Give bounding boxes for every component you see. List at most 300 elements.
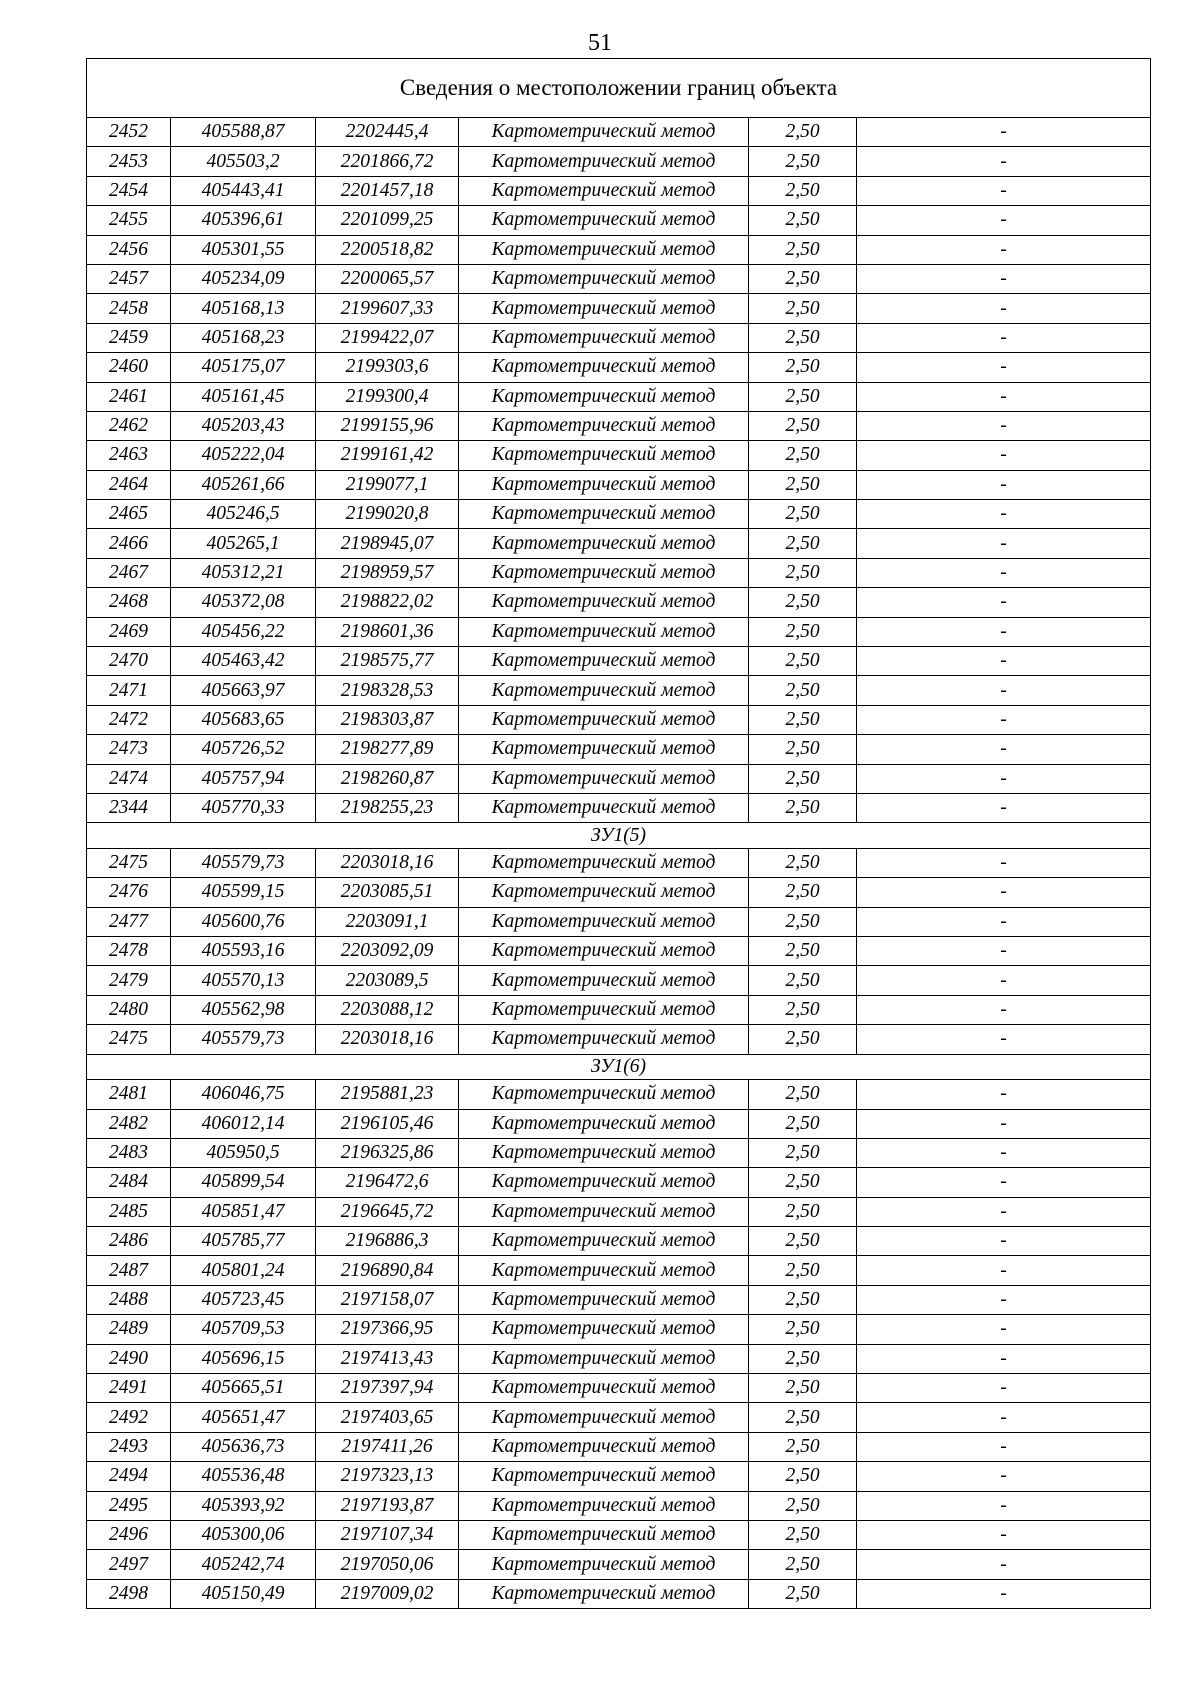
y-coordinate-cell: 2198575,77 <box>316 647 459 676</box>
y-coordinate-cell: 2198328,53 <box>316 676 459 705</box>
table-row <box>87 1579 1151 1608</box>
y-coordinate-cell: 2198822,02 <box>316 588 459 617</box>
description-cell: - <box>857 500 1151 529</box>
x-coordinate-cell: 405301,55 <box>171 235 316 264</box>
accuracy-cell: 2,50 <box>749 1520 857 1549</box>
accuracy-cell: 2,50 <box>749 907 857 936</box>
point-number-cell: 2496 <box>87 1520 171 1549</box>
description-cell: - <box>857 1491 1151 1520</box>
description-cell: - <box>857 907 1151 936</box>
x-coordinate-cell: 405242,74 <box>171 1550 316 1579</box>
method-cell: Картометрический метод <box>459 147 749 176</box>
point-number-cell: 2344 <box>87 793 171 822</box>
table-row <box>87 1432 1151 1461</box>
table-row <box>87 937 1151 966</box>
table-row <box>87 147 1151 176</box>
table-row <box>87 1168 1151 1197</box>
x-coordinate-cell: 405396,61 <box>171 206 316 235</box>
method-cell: Картометрический метод <box>459 411 749 440</box>
accuracy-cell: 2,50 <box>749 1344 857 1373</box>
accuracy-cell: 2,50 <box>749 1550 857 1579</box>
description-cell: - <box>857 1227 1151 1256</box>
x-coordinate-cell: 405599,15 <box>171 878 316 907</box>
point-number-cell: 2470 <box>87 647 171 676</box>
y-coordinate-cell: 2198255,23 <box>316 793 459 822</box>
accuracy-cell: 2,50 <box>749 470 857 499</box>
y-coordinate-cell: 2197403,65 <box>316 1403 459 1432</box>
description-cell: - <box>857 1462 1151 1491</box>
table-row <box>87 1520 1151 1549</box>
section-heading-row <box>87 1054 1151 1080</box>
x-coordinate-cell: 406012,14 <box>171 1109 316 1138</box>
y-coordinate-cell: 2196325,86 <box>316 1138 459 1167</box>
description-cell: - <box>857 647 1151 676</box>
table-row <box>87 206 1151 235</box>
x-coordinate-cell: 405161,45 <box>171 382 316 411</box>
x-coordinate-cell: 405203,43 <box>171 411 316 440</box>
point-number-cell: 2498 <box>87 1579 171 1608</box>
table-row <box>87 647 1151 676</box>
accuracy-cell: 2,50 <box>749 995 857 1024</box>
description-cell: - <box>857 176 1151 205</box>
description-cell: - <box>857 529 1151 558</box>
description-cell: - <box>857 1080 1151 1109</box>
description-cell: - <box>857 1197 1151 1226</box>
accuracy-cell: 2,50 <box>749 1403 857 1432</box>
description-cell: - <box>857 1374 1151 1403</box>
description-cell: - <box>857 1550 1151 1579</box>
accuracy-cell: 2,50 <box>749 147 857 176</box>
x-coordinate-cell: 405636,73 <box>171 1432 316 1461</box>
x-coordinate-cell: 405593,16 <box>171 937 316 966</box>
point-number-cell: 2484 <box>87 1168 171 1197</box>
description-cell: - <box>857 617 1151 646</box>
method-cell: Картометрический метод <box>459 617 749 646</box>
point-number-cell: 2481 <box>87 1080 171 1109</box>
table-row <box>87 907 1151 936</box>
table-row <box>87 1138 1151 1167</box>
accuracy-cell: 2,50 <box>749 206 857 235</box>
accuracy-cell: 2,50 <box>749 500 857 529</box>
y-coordinate-cell: 2203091,1 <box>316 907 459 936</box>
accuracy-cell: 2,50 <box>749 966 857 995</box>
point-number-cell: 2475 <box>87 848 171 877</box>
method-cell: Картометрический метод <box>459 1138 749 1167</box>
table-row <box>87 1256 1151 1285</box>
method-cell: Картометрический метод <box>459 1315 749 1344</box>
x-coordinate-cell: 405851,47 <box>171 1197 316 1226</box>
description-cell: - <box>857 147 1151 176</box>
table-row <box>87 558 1151 587</box>
accuracy-cell: 2,50 <box>749 848 857 877</box>
table-row <box>87 588 1151 617</box>
method-cell: Картометрический метод <box>459 1109 749 1138</box>
x-coordinate-cell: 405536,48 <box>171 1462 316 1491</box>
method-cell: Картометрический метод <box>459 470 749 499</box>
table-row <box>87 382 1151 411</box>
accuracy-cell: 2,50 <box>749 382 857 411</box>
description-cell: - <box>857 937 1151 966</box>
accuracy-cell: 2,50 <box>749 1462 857 1491</box>
x-coordinate-cell: 405726,52 <box>171 735 316 764</box>
y-coordinate-cell: 2197366,95 <box>316 1315 459 1344</box>
y-coordinate-cell: 2200065,57 <box>316 264 459 293</box>
method-cell: Картометрический метод <box>459 294 749 323</box>
description-cell: - <box>857 1403 1151 1432</box>
method-cell: Картометрический метод <box>459 878 749 907</box>
table-row <box>87 1315 1151 1344</box>
accuracy-cell: 2,50 <box>749 1227 857 1256</box>
table-row <box>87 353 1151 382</box>
point-number-cell: 2476 <box>87 878 171 907</box>
y-coordinate-cell: 2197323,13 <box>316 1462 459 1491</box>
accuracy-cell: 2,50 <box>749 937 857 966</box>
method-cell: Картометрический метод <box>459 705 749 734</box>
point-number-cell: 2493 <box>87 1432 171 1461</box>
method-cell: Картометрический метод <box>459 793 749 822</box>
point-number-cell: 2463 <box>87 441 171 470</box>
y-coordinate-cell: 2198260,87 <box>316 764 459 793</box>
table-row <box>87 264 1151 293</box>
y-coordinate-cell: 2199161,42 <box>316 441 459 470</box>
y-coordinate-cell: 2201099,25 <box>316 206 459 235</box>
y-coordinate-cell: 2197397,94 <box>316 1374 459 1403</box>
method-cell: Картометрический метод <box>459 1579 749 1608</box>
description-cell: - <box>857 558 1151 587</box>
y-coordinate-cell: 2195881,23 <box>316 1080 459 1109</box>
point-number-cell: 2458 <box>87 294 171 323</box>
section-heading: ЗУ1(6) <box>87 1054 1151 1080</box>
point-number-cell: 2464 <box>87 470 171 499</box>
table-row <box>87 793 1151 822</box>
y-coordinate-cell: 2203018,16 <box>316 1025 459 1054</box>
point-number-cell: 2494 <box>87 1462 171 1491</box>
method-cell: Картометрический метод <box>459 558 749 587</box>
description-cell: - <box>857 1432 1151 1461</box>
y-coordinate-cell: 2197193,87 <box>316 1491 459 1520</box>
description-cell: - <box>857 676 1151 705</box>
description-cell: - <box>857 1025 1151 1054</box>
table-row <box>87 1344 1151 1373</box>
x-coordinate-cell: 405579,73 <box>171 848 316 877</box>
method-cell: Картометрический метод <box>459 1491 749 1520</box>
x-coordinate-cell: 405770,33 <box>171 793 316 822</box>
table-row <box>87 294 1151 323</box>
y-coordinate-cell: 2201866,72 <box>316 147 459 176</box>
method-cell: Картометрический метод <box>459 647 749 676</box>
y-coordinate-cell: 2198303,87 <box>316 705 459 734</box>
table-row <box>87 995 1151 1024</box>
x-coordinate-cell: 405312,21 <box>171 558 316 587</box>
y-coordinate-cell: 2198959,57 <box>316 558 459 587</box>
accuracy-cell: 2,50 <box>749 1256 857 1285</box>
point-number-cell: 2474 <box>87 764 171 793</box>
section-heading-row <box>87 823 1151 849</box>
accuracy-cell: 2,50 <box>749 764 857 793</box>
table-title-row <box>87 59 1151 118</box>
y-coordinate-cell: 2196645,72 <box>316 1197 459 1226</box>
description-cell: - <box>857 118 1151 147</box>
x-coordinate-cell: 405950,5 <box>171 1138 316 1167</box>
accuracy-cell: 2,50 <box>749 878 857 907</box>
method-cell: Картометрический метод <box>459 995 749 1024</box>
section-heading: ЗУ1(5) <box>87 823 1151 849</box>
point-number-cell: 2456 <box>87 235 171 264</box>
accuracy-cell: 2,50 <box>749 647 857 676</box>
accuracy-cell: 2,50 <box>749 676 857 705</box>
x-coordinate-cell: 405372,08 <box>171 588 316 617</box>
x-coordinate-cell: 405696,15 <box>171 1344 316 1373</box>
description-cell: - <box>857 705 1151 734</box>
point-number-cell: 2485 <box>87 1197 171 1226</box>
method-cell: Картометрический метод <box>459 529 749 558</box>
point-number-cell: 2475 <box>87 1025 171 1054</box>
y-coordinate-cell: 2199077,1 <box>316 470 459 499</box>
x-coordinate-cell: 405168,13 <box>171 294 316 323</box>
method-cell: Картометрический метод <box>459 264 749 293</box>
table-row <box>87 764 1151 793</box>
x-coordinate-cell: 405709,53 <box>171 1315 316 1344</box>
description-cell: - <box>857 235 1151 264</box>
point-number-cell: 2466 <box>87 529 171 558</box>
accuracy-cell: 2,50 <box>749 1491 857 1520</box>
y-coordinate-cell: 2197107,34 <box>316 1520 459 1549</box>
method-cell: Картометрический метод <box>459 1197 749 1226</box>
description-cell: - <box>857 764 1151 793</box>
x-coordinate-cell: 405663,97 <box>171 676 316 705</box>
y-coordinate-cell: 2203088,12 <box>316 995 459 1024</box>
description-cell: - <box>857 735 1151 764</box>
y-coordinate-cell: 2198945,07 <box>316 529 459 558</box>
table-row <box>87 1374 1151 1403</box>
accuracy-cell: 2,50 <box>749 441 857 470</box>
point-number-cell: 2491 <box>87 1374 171 1403</box>
accuracy-cell: 2,50 <box>749 529 857 558</box>
method-cell: Картометрический метод <box>459 1256 749 1285</box>
x-coordinate-cell: 405265,1 <box>171 529 316 558</box>
method-cell: Картометрический метод <box>459 353 749 382</box>
method-cell: Картометрический метод <box>459 966 749 995</box>
page-number: 51 <box>588 30 612 56</box>
method-cell: Картометрический метод <box>459 1374 749 1403</box>
point-number-cell: 2483 <box>87 1138 171 1167</box>
table-row <box>87 411 1151 440</box>
point-number-cell: 2454 <box>87 176 171 205</box>
method-cell: Картометрический метод <box>459 176 749 205</box>
point-number-cell: 2465 <box>87 500 171 529</box>
point-number-cell: 2457 <box>87 264 171 293</box>
table-row <box>87 1025 1151 1054</box>
method-cell: Картометрический метод <box>459 1168 749 1197</box>
accuracy-cell: 2,50 <box>749 588 857 617</box>
point-number-cell: 2487 <box>87 1256 171 1285</box>
point-number-cell: 2477 <box>87 907 171 936</box>
point-number-cell: 2479 <box>87 966 171 995</box>
point-number-cell: 2486 <box>87 1227 171 1256</box>
accuracy-cell: 2,50 <box>749 1138 857 1167</box>
x-coordinate-cell: 405246,5 <box>171 500 316 529</box>
x-coordinate-cell: 405801,24 <box>171 1256 316 1285</box>
method-cell: Картометрический метод <box>459 1080 749 1109</box>
table-row <box>87 1403 1151 1432</box>
x-coordinate-cell: 405899,54 <box>171 1168 316 1197</box>
table-row <box>87 323 1151 352</box>
description-cell: - <box>857 1138 1151 1167</box>
point-number-cell: 2473 <box>87 735 171 764</box>
y-coordinate-cell: 2197050,06 <box>316 1550 459 1579</box>
x-coordinate-cell: 405503,2 <box>171 147 316 176</box>
x-coordinate-cell: 405443,41 <box>171 176 316 205</box>
description-cell: - <box>857 1579 1151 1608</box>
x-coordinate-cell: 406046,75 <box>171 1080 316 1109</box>
method-cell: Картометрический метод <box>459 937 749 966</box>
description-cell: - <box>857 323 1151 352</box>
point-number-cell: 2462 <box>87 411 171 440</box>
table-row <box>87 500 1151 529</box>
method-cell: Картометрический метод <box>459 323 749 352</box>
point-number-cell: 2468 <box>87 588 171 617</box>
point-number-cell: 2452 <box>87 118 171 147</box>
boundary-coordinates-table <box>86 58 1151 1609</box>
x-coordinate-cell: 405588,87 <box>171 118 316 147</box>
accuracy-cell: 2,50 <box>749 1168 857 1197</box>
accuracy-cell: 2,50 <box>749 617 857 646</box>
y-coordinate-cell: 2203085,51 <box>316 878 459 907</box>
y-coordinate-cell: 2199155,96 <box>316 411 459 440</box>
point-number-cell: 2497 <box>87 1550 171 1579</box>
y-coordinate-cell: 2197009,02 <box>316 1579 459 1608</box>
accuracy-cell: 2,50 <box>749 1197 857 1226</box>
description-cell: - <box>857 588 1151 617</box>
accuracy-cell: 2,50 <box>749 1285 857 1314</box>
accuracy-cell: 2,50 <box>749 294 857 323</box>
description-cell: - <box>857 441 1151 470</box>
point-number-cell: 2482 <box>87 1109 171 1138</box>
method-cell: Картометрический метод <box>459 848 749 877</box>
table-row <box>87 1080 1151 1109</box>
y-coordinate-cell: 2196472,6 <box>316 1168 459 1197</box>
table-row <box>87 1109 1151 1138</box>
description-cell: - <box>857 470 1151 499</box>
accuracy-cell: 2,50 <box>749 323 857 352</box>
accuracy-cell: 2,50 <box>749 705 857 734</box>
table-row <box>87 1285 1151 1314</box>
accuracy-cell: 2,50 <box>749 353 857 382</box>
point-number-cell: 2480 <box>87 995 171 1024</box>
description-cell: - <box>857 1168 1151 1197</box>
table-row <box>87 966 1151 995</box>
y-coordinate-cell: 2200518,82 <box>316 235 459 264</box>
y-coordinate-cell: 2196886,3 <box>316 1227 459 1256</box>
description-cell: - <box>857 1256 1151 1285</box>
y-coordinate-cell: 2198277,89 <box>316 735 459 764</box>
y-coordinate-cell: 2199422,07 <box>316 323 459 352</box>
point-number-cell: 2460 <box>87 353 171 382</box>
description-cell: - <box>857 1109 1151 1138</box>
method-cell: Картометрический метод <box>459 1285 749 1314</box>
description-cell: - <box>857 411 1151 440</box>
y-coordinate-cell: 2203092,09 <box>316 937 459 966</box>
description-cell: - <box>857 793 1151 822</box>
point-number-cell: 2490 <box>87 1344 171 1373</box>
point-number-cell: 2467 <box>87 558 171 587</box>
method-cell: Картометрический метод <box>459 907 749 936</box>
method-cell: Картометрический метод <box>459 1550 749 1579</box>
y-coordinate-cell: 2201457,18 <box>316 176 459 205</box>
point-number-cell: 2469 <box>87 617 171 646</box>
y-coordinate-cell: 2196105,46 <box>316 1109 459 1138</box>
accuracy-cell: 2,50 <box>749 176 857 205</box>
description-cell: - <box>857 966 1151 995</box>
table-title: Сведения о местоположении границ объекта <box>87 59 1151 118</box>
point-number-cell: 2471 <box>87 676 171 705</box>
description-cell: - <box>857 878 1151 907</box>
method-cell: Картометрический метод <box>459 1227 749 1256</box>
table-row <box>87 235 1151 264</box>
method-cell: Картометрический метод <box>459 588 749 617</box>
method-cell: Картометрический метод <box>459 500 749 529</box>
y-coordinate-cell: 2198601,36 <box>316 617 459 646</box>
y-coordinate-cell: 2203089,5 <box>316 966 459 995</box>
table-row <box>87 1491 1151 1520</box>
x-coordinate-cell: 405665,51 <box>171 1374 316 1403</box>
method-cell: Картометрический метод <box>459 1403 749 1432</box>
method-cell: Картометрический метод <box>459 1432 749 1461</box>
x-coordinate-cell: 405562,98 <box>171 995 316 1024</box>
y-coordinate-cell: 2197158,07 <box>316 1285 459 1314</box>
y-coordinate-cell: 2202445,4 <box>316 118 459 147</box>
accuracy-cell: 2,50 <box>749 118 857 147</box>
y-coordinate-cell: 2203018,16 <box>316 848 459 877</box>
x-coordinate-cell: 405222,04 <box>171 441 316 470</box>
description-cell: - <box>857 353 1151 382</box>
x-coordinate-cell: 405393,92 <box>171 1491 316 1520</box>
description-cell: - <box>857 382 1151 411</box>
point-number-cell: 2489 <box>87 1315 171 1344</box>
x-coordinate-cell: 405651,47 <box>171 1403 316 1432</box>
point-number-cell: 2455 <box>87 206 171 235</box>
accuracy-cell: 2,50 <box>749 1579 857 1608</box>
method-cell: Картометрический метод <box>459 382 749 411</box>
point-number-cell: 2453 <box>87 147 171 176</box>
accuracy-cell: 2,50 <box>749 1315 857 1344</box>
accuracy-cell: 2,50 <box>749 411 857 440</box>
description-cell: - <box>857 206 1151 235</box>
x-coordinate-cell: 405168,23 <box>171 323 316 352</box>
method-cell: Картометрический метод <box>459 676 749 705</box>
method-cell: Картометрический метод <box>459 735 749 764</box>
table-body <box>87 59 1151 1609</box>
x-coordinate-cell: 405261,66 <box>171 470 316 499</box>
table-row <box>87 529 1151 558</box>
description-cell: - <box>857 848 1151 877</box>
x-coordinate-cell: 405723,45 <box>171 1285 316 1314</box>
x-coordinate-cell: 405234,09 <box>171 264 316 293</box>
accuracy-cell: 2,50 <box>749 264 857 293</box>
method-cell: Картометрический метод <box>459 441 749 470</box>
description-cell: - <box>857 1520 1151 1549</box>
method-cell: Картометрический метод <box>459 764 749 793</box>
x-coordinate-cell: 405757,94 <box>171 764 316 793</box>
accuracy-cell: 2,50 <box>749 235 857 264</box>
x-coordinate-cell: 405579,73 <box>171 1025 316 1054</box>
table-row <box>87 441 1151 470</box>
y-coordinate-cell: 2196890,84 <box>316 1256 459 1285</box>
table-row <box>87 1197 1151 1226</box>
table-row <box>87 735 1151 764</box>
point-number-cell: 2461 <box>87 382 171 411</box>
accuracy-cell: 2,50 <box>749 1025 857 1054</box>
